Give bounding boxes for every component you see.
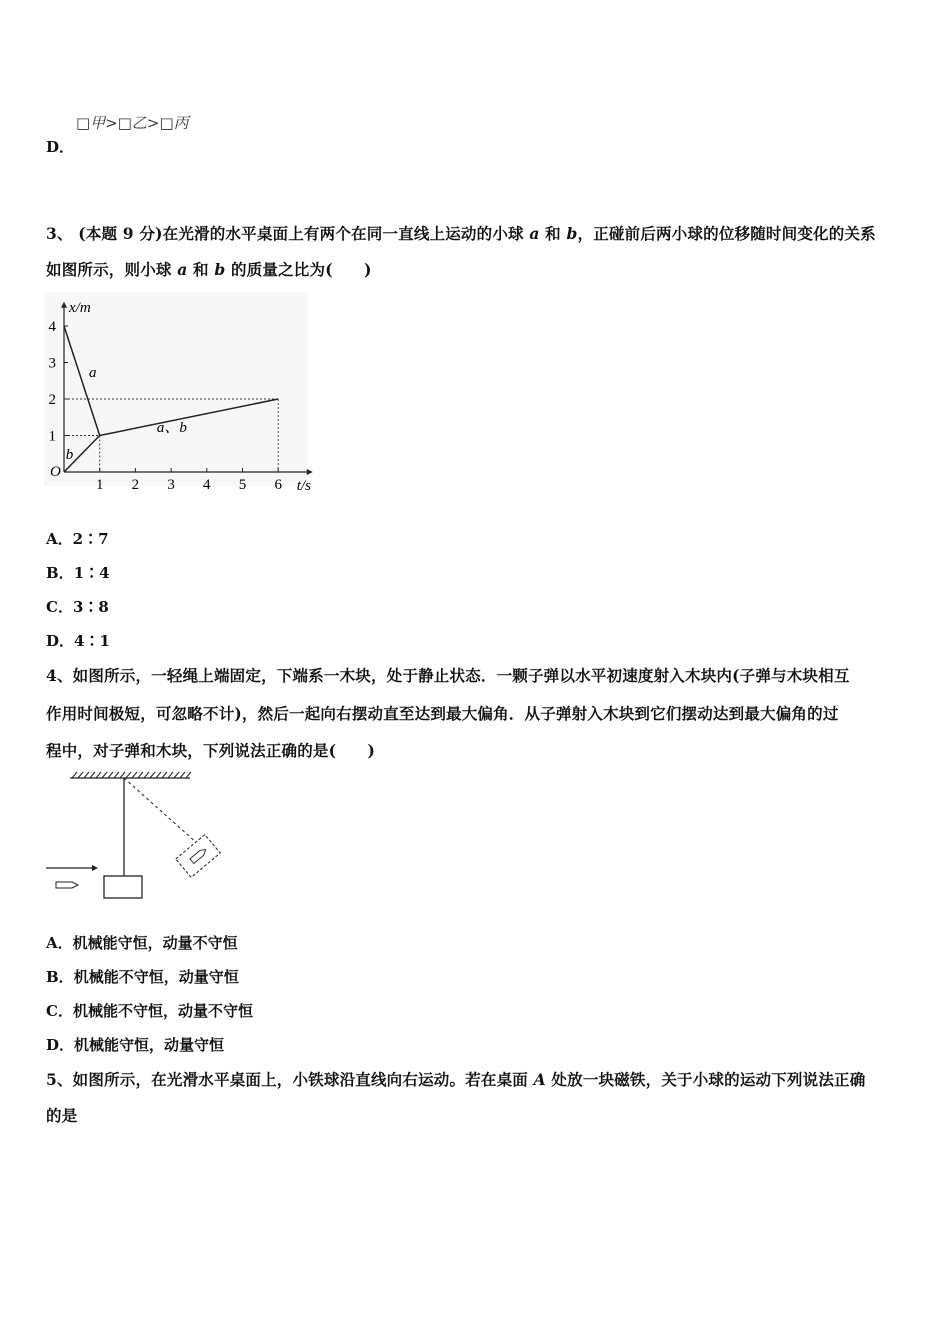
wood-block	[104, 876, 142, 898]
q3-text: 3、 (本题 9 分)在光滑的水平桌面上有两个在同一直线上运动的小球	[46, 224, 530, 243]
x-axis-label: t/s	[296, 478, 311, 494]
q4-stem-line2	[46, 702, 839, 724]
ball-a-label: a	[529, 224, 540, 243]
option-text: 机械能守恒，动量不守恒	[72, 934, 238, 952]
option-text: 3∶8	[72, 598, 109, 616]
option-letter: A．	[46, 530, 73, 548]
q5-stem-line2	[46, 1104, 77, 1126]
q3-text: 的质量之比为( )	[225, 260, 372, 279]
x-tick-label: 5	[238, 477, 247, 493]
series-label-b: b	[65, 447, 74, 464]
swung-block	[176, 835, 221, 878]
swung-rope	[124, 778, 198, 844]
q4-text: 程中，对子弹和木块，下列说法正确的是( )	[46, 741, 376, 760]
y-tick-label: 3	[48, 355, 56, 372]
q3-text: 和	[539, 224, 567, 243]
option-letter: C．	[46, 598, 73, 616]
q3-stem-line2	[46, 258, 372, 280]
velocity-arrow	[46, 865, 98, 871]
y-axis-label: x/m	[69, 299, 91, 316]
y-tick-label: 4	[48, 319, 56, 335]
option-text: 2∶7	[72, 530, 109, 548]
q4-option-c[interactable]	[46, 1000, 253, 1021]
ball-a-label: a	[177, 260, 188, 279]
x-tick-label: 1	[95, 477, 104, 493]
q3-option-b[interactable]	[46, 562, 110, 583]
formula-text: □甲>□乙>□丙	[76, 114, 189, 132]
q4-option-d[interactable]	[46, 1034, 224, 1055]
x-tick-label: 3	[167, 477, 175, 493]
q5-text: 处放一块磁铁，关于小球的运动下列说法正确	[545, 1070, 866, 1089]
q5-text: 的是	[46, 1106, 78, 1125]
graph-background	[44, 292, 308, 486]
q4-option-a[interactable]	[46, 932, 238, 953]
q2-option-d-letter	[46, 136, 74, 157]
q3-option-c[interactable]	[46, 596, 109, 617]
origin-label: O	[50, 464, 61, 480]
q3-option-a[interactable]	[46, 528, 109, 549]
ceiling	[70, 772, 191, 778]
xt-graph	[40, 286, 320, 496]
option-text: 机械能守恒，动量守恒	[74, 1036, 225, 1054]
y-tick-label: 1	[48, 428, 56, 445]
x-tick-label: 6	[274, 477, 282, 493]
option-letter: D．	[46, 632, 75, 650]
y-tick-label: 2	[48, 392, 56, 408]
q4-text: 4、如图所示，一轻绳上端固定，下端系一木块，处于静止状态．一颗子弹以水平初速度射入木块内(子弹与木块相互	[46, 666, 850, 685]
x-tick-label: 4	[203, 477, 211, 493]
q5-stem-line1	[46, 1068, 865, 1090]
series-label-ab: a、b	[156, 419, 187, 436]
option-text: 1∶4	[73, 564, 110, 582]
q4-option-b[interactable]	[46, 966, 239, 987]
q4-stem-line3	[46, 739, 375, 761]
bullet-icon	[56, 882, 78, 888]
option-letter: B．	[46, 968, 74, 986]
q4-stem-line1	[46, 664, 850, 686]
q4-text: 作用时间极短，可忽略不计)，然后一起向右摆动直至达到最大偏角．从子弹射入木块到它们摆动达到最大偏角的过	[46, 704, 839, 723]
option-letter: A．	[46, 934, 73, 952]
point-a-label: A	[533, 1070, 546, 1089]
q3-option-d[interactable]	[46, 630, 110, 651]
q5-text: 5、如图所示，在光滑水平桌面上，小铁球沿直线向右运动。若在桌面	[46, 1070, 534, 1089]
x-axis-arrow	[307, 469, 313, 475]
q3-text: 和	[187, 260, 215, 279]
q3-text: ，正碰前后两小球的位移随时间变化的关系	[577, 224, 876, 243]
option-text: 机械能不守恒，动量不守恒	[72, 1002, 253, 1020]
option-letter: D．	[46, 1036, 75, 1054]
option-letter: C．	[46, 1002, 73, 1020]
q2-option-d-formula	[76, 112, 189, 133]
q3-stem-line1	[46, 222, 876, 244]
q3-text: 如图所示，则小球	[46, 260, 178, 279]
ball-b-label: b	[566, 224, 578, 243]
option-text: 机械能不守恒，动量守恒	[73, 968, 239, 986]
option-letter: D．	[46, 138, 75, 156]
option-letter: B．	[46, 564, 74, 582]
series-label-a: a	[88, 365, 97, 382]
ball-b-label: b	[214, 260, 226, 279]
pendulum-diagram	[40, 768, 240, 908]
x-tick-label: 2	[131, 477, 140, 493]
option-text: 4∶1	[74, 632, 110, 650]
